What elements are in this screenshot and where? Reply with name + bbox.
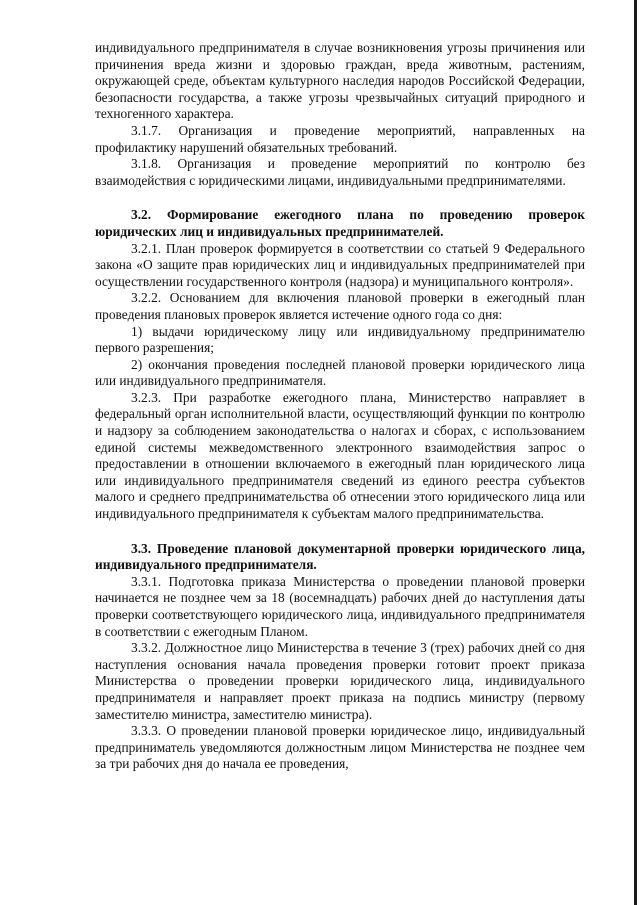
paragraph-3-1-7: 3.1.7. Организация и проведение мероприятий, направленных на профилактику нарушений обязательных требований. bbox=[95, 122, 585, 155]
paragraph-3-2-2: 3.2.2. Основанием для включения плановой проверки в ежегодный план проведения плановых проверок является истечение одного года со дня: bbox=[95, 290, 585, 322]
list-item-1: 1) выдачи юридическому лицу или индивидуальному предпринимателю первого разрешения; bbox=[95, 323, 585, 356]
paragraph-3-2-3: 3.2.3. При разработке ежегодного плана, Министерство направляет в федеральный орган исполнительной власти, осуществляющий функции по контролю и надзору за соблюдением законодательства о налогах и сборах, с использованием единой системы межведомственного электронного взаимодействия запрос о предоставлении в отношении включаемого в ежегодный план юридического лица или индивидуального предпринимателя сведений из единого реестра субъектов малого и среднего предпринимательства об отнесении этого юридического лица или индивидуального предпринимателя к субъектам малого предпринимательства. bbox=[95, 389, 585, 522]
paragraph-3-2-1: 3.2.1. План проверок формируется в соответствии со статьей 9 Федерального закона «О защите прав юридических лиц и индивидуальных предпринимателей при осуществлении государственного контроля (надзора) и муниципального контроля». bbox=[95, 240, 585, 289]
document-body bbox=[95, 40, 585, 773]
paragraph-3-3-1: 3.3.1. Подготовка приказа Министерства о проведении плановой проверки начинается не позднее чем за 18 (восемнадцать) рабочих дней до наступления даты проверки соответствующего юридического лица, индивидуального предпринимателя в соответствии с ежегодным Планом. bbox=[95, 573, 585, 639]
paragraph-3-3-2: 3.3.2. Должностное лицо Министерства в течение 3 (трех) рабочих дней со дня наступления основания начала проведения проверки готовит проект приказа Министерства о проведении проверки юридического лица, индивидуального предпринимателя и направляет проект приказа на подпись министру (первому заместителю министра, заместителю министра). bbox=[95, 640, 585, 722]
section-heading-3-3: 3.3. Проведение плановой документарной проверки юридического лица, индивидуального предпринимателя. bbox=[95, 540, 585, 573]
section-heading-3-2: 3.2. Формирование ежегодного плана по проведению проверок юридических лиц и индивидуальных предпринимателей. bbox=[95, 207, 585, 239]
paragraph-3-1-8: 3.1.8. Организация и проведение мероприятий по контролю без взаимодействия с юридическими лицами, индивидуальными предпринимателями. bbox=[95, 156, 585, 188]
list-item-2: 2) окончания проведения последней плановой проверки юридического лица или индивидуального предпринимателя. bbox=[95, 356, 585, 389]
paragraph-3-3-3: 3.3.3. О проведении плановой проверки юридическое лицо, индивидуальный предприниматель уведомляются должностным лицом Министерства не позднее чем за три рабочих дня до начала ее проведения, bbox=[95, 723, 585, 772]
scan-edge-line bbox=[634, 0, 637, 905]
paragraph-continuation: индивидуального предпринимателя в случае возникновения угрозы причинения или причинения вреда жизни и здоровью граждан, вреда животным, растениям, окружающей среде, объектам культурного наследия народов Российской Федерации, безопасности государства, а также угрозы чрезвычайных ситуаций природного и техногенного характера. bbox=[95, 40, 585, 122]
